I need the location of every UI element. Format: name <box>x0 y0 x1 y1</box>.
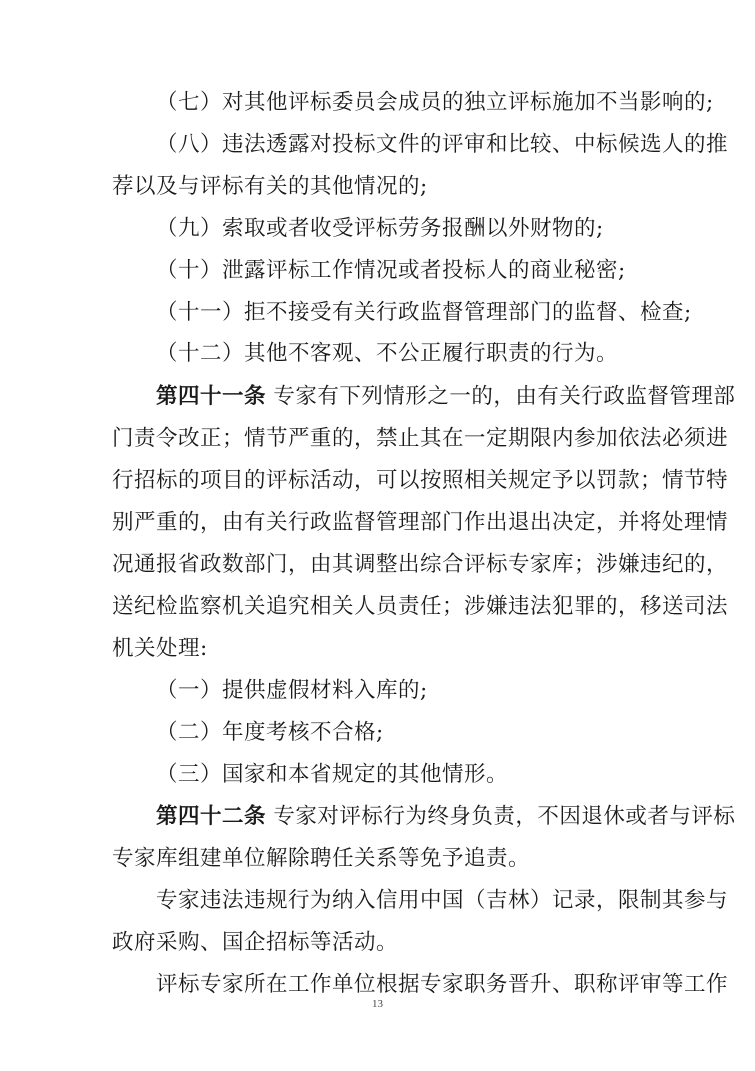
sub-clause-2: （二）年度考核不合格; <box>156 720 384 745</box>
clause-12: （十二）其他不客观、不公正履行职责的行为。 <box>156 341 619 366</box>
clause-8-line-1: （八）违法透露对投标文件的评审和比较、中标候选人的推 <box>156 132 729 157</box>
article-41-title: 第四十一条 <box>156 384 267 409</box>
article-42-line-1 <box>156 802 736 832</box>
page-number: 13 <box>372 998 383 1010</box>
clause-7: （七）对其他评标委员会成员的独立评标施加不当影响的; <box>156 90 714 115</box>
credit-line-2: 政府采购、国企招标等活动。 <box>112 930 399 955</box>
article-41-line-1 <box>156 382 736 412</box>
clause-11: （十一）拒不接受有关行政监督管理部门的监督、检查; <box>156 300 692 325</box>
clause-9: （九）索取或者收受评标劳务报酬以外财物的; <box>156 216 604 241</box>
clause-8-line-2: 荐以及与评标有关的其他情况的; <box>112 174 428 199</box>
article-41-line-2: 门责令改正；情节严重的，禁止其在一定期限内参加依法必须进 <box>112 426 729 451</box>
employer-line-1: 评标专家所在工作单位根据专家职务晋升、职称评审等工作 <box>156 972 729 997</box>
sub-clause-3: （三）国家和本省规定的其他情形。 <box>156 762 509 787</box>
article-42-line-2: 专家库组建单位解除聘任关系等免予追责。 <box>112 846 531 871</box>
sub-clause-1: （一）提供虚假材料入库的; <box>156 678 428 703</box>
article-41-line-4: 别严重的，由有关行政监督管理部门作出退出决定，并将处理情 <box>112 510 729 535</box>
article-41-line-3: 行招标的项目的评标活动，可以按照相关规定予以罚款；情节特 <box>112 468 729 493</box>
clause-10: （十）泄露评标工作情况或者投标人的商业秘密; <box>156 258 626 283</box>
credit-line-1: 专家违法违规行为纳入信用中国（吉林）记录，限制其参与 <box>156 888 729 913</box>
article-42-text-1: 专家对评标行为终身负责，不因退休或者与评标 <box>273 804 736 829</box>
article-41-line-5: 况通报省政数部门，由其调整出综合评标专家库；涉嫌违纪的， <box>112 552 729 577</box>
article-42-title: 第四十二条 <box>156 804 267 829</box>
article-41-line-7: 机关处理: <box>112 636 208 661</box>
article-41-line-6: 送纪检监察机关追究相关人员责任；涉嫌违法犯罪的，移送司法 <box>112 594 729 619</box>
article-41-text-1: 专家有下列情形之一的，由有关行政监督管理部 <box>273 384 736 409</box>
